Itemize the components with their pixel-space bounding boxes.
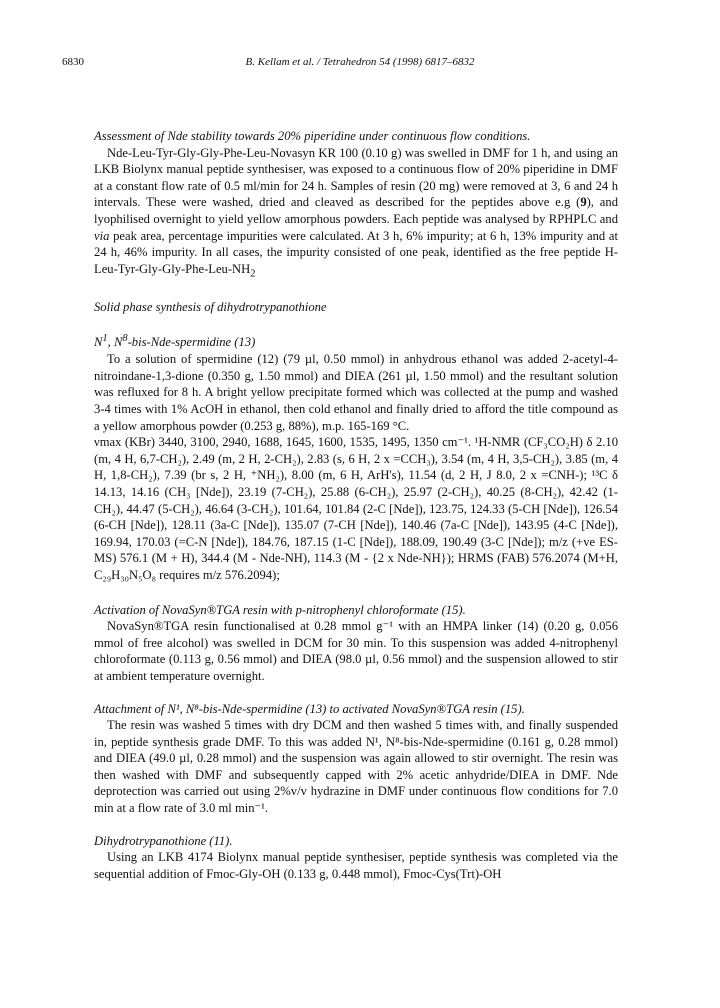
paragraph-spectral-data: νmax (KBr) 3440, 3100, 2940, 1688, 1645, 1600, 1535, 1495, 1350 cm⁻¹. ¹H-NMR (CF₃CO₂H) δ 2.10 (m, 4 H, 6,7-CH₂), 2.49 (m, 2 H, 2-CH₂), 2.83 (s, 6 H, 2 x =CCH₃), 3.54 (m, 4 H, 3,5-CH₂), 3.85 (m, 4 H, 1,8-CH₂), 7.39 (br s, 2 H, ⁺NH₂), 8.00 (m, 6 H, ArH's), 11.54 (d, 2 H, J 8.0, 2 x =CNH-); ¹³C δ 14.13, 14.16 (CH₃ [Nde]), 23.19 (7-CH₂), 25.88 (6-CH₂), 25.97 (2-CH₂), 40.25 (8-CH₂), 42.42 (1-CH₂), 44.47 (5-CH₂), 46.64 (3-CH₂), 101.64, 101.84 (2-C [Nde]), 123.75, 124.33 (5-CH [Nde]), 126.54 (6-CH [Nde]), 128.11 (3a-C [Nde]), 135.07 (7-CH [Nde]), 140.46 (7a-C [Nde]), 143.95 (4-C [Nde]), 169.94, 170.03 (=C-N [Nde]), 184.76, 187.15 (1-C [Nde]), 188.09, 190.49 (3-C [Nde]); m/z (+ve ES-MS) 576.1 (M + H), 344.4 (M - Nde-NH), 114.3 (M - {2 x Nde-NH}); HRMS (FAB) 576.2074 (M+H, C₂₉H₃₀N₅O₈ requires m/z 576.2094); [94, 435, 618, 582]
section-heading-dihydrotrypanothione: Dihydrotrypanothione (11). [94, 833, 233, 848]
text: -bis-Nde-spermidine (13) [127, 335, 256, 350]
text: N [94, 335, 103, 350]
text: Nde-Leu-Tyr-Gly-Gly-Phe-Leu-Novasyn KR 100 (0.10 g) was swelled in DMF for 1 h, and using an LKB Biolynx manual peptide synthesiser, was exposed to a continuous flow of 20% piperidine in DMF at a constant flow rate of 0.5 ml/min for 24 h. Samples of resin (20 mg) were removed at 3, 6 and 24 h intervals. These were washed, dried and cleaved as described for the peptides above e.g ( [94, 145, 618, 210]
paragraph-nde-stability [94, 145, 618, 283]
article-body [94, 128, 618, 882]
page-number: 6830 [62, 56, 84, 68]
ref-number: 9 [580, 195, 587, 210]
section-heading-activation: Activation of NovaSyn®TGA resin with p-nitrophenyl chloroformate (15). [94, 602, 466, 617]
section-heading-attachment: Attachment of N¹, N⁸-bis-Nde-spermidine (13) to activated NovaSyn®TGA resin (15). [94, 701, 525, 716]
section-heading-solid-phase: Solid phase synthesis of dihydrotrypanothione [94, 299, 327, 314]
section-heading-spermidine [94, 331, 618, 351]
text: peak area, percentage impurities were calculated. At 3 h, 6% impurity; at 6 h, 13% impurity and at 24 h, 46% impurity. In all cases, the impurity consisted of one peak, identified as the free peptide H-Leu-Tyr-Gly-Gly-Phe-Leu-NH [94, 228, 618, 276]
paragraph-attachment: The resin was washed 5 times with dry DCM and then washed 5 times with, and finally suspended in, peptide synthesis grade DMF. To this was added N¹, N⁸-bis-Nde-spermidine (0.161 g, 0.28 mmol) and DIEA (49.0 µl, 0.28 mmol) and the suspension was again allowed to stir overnight. The resin was then washed with DMF and subsequently capped with 2% acetic anhydride/DIEA in DMF. Nde deprotection was carried out using 2%v/v hydrazine in DMF under continuous flow conditions for 7.0 min at a flow rate of 3.0 ml min⁻¹. [94, 718, 618, 816]
subscript: 2 [250, 268, 256, 280]
paragraph-dihydrotrypanothione: Using an LKB 4174 Biolynx manual peptide synthesiser, peptide synthesis was completed via the sequential addition of Fmoc-Gly-OH (0.133 g, 0.448 mmol), Fmoc-Cys(Trt)-OH [94, 850, 618, 881]
superscript: 1 [102, 333, 108, 345]
paragraph-spermidine-synthesis: To a solution of spermidine (12) (79 µl, 0.50 mmol) in anhydrous ethanol was added 2-acetyl-4-nitroindane-1,3-dione (0.350 g, 1.50 mmol) and DIEA (261 µl, 1.50 mmol) and the resultant solution was refluxed for 8 h. A bright yellow precipitate formed which was collected at the pump and washed 3-4 times with 1% AcOH in ethanol, then cold ethanol and finally dried to afford the title compound as a yellow amorphous powder (0.253 g, 88%), m.p. 165-169 °C. [94, 352, 618, 433]
superscript: 8 [122, 333, 128, 345]
paragraph-activation: NovaSyn®TGA resin functionalised at 0.28 mmol g⁻¹ with an HMPA linker (14) (0.20 g, 0.056 mmol of free alcohol) was swelled in DCM for 30 min. To this suspension was added 4-nitrophenyl chloroformate (0.113 g, 0.56 mmol) and DIEA (98.0 µl, 0.56 mmol) and the suspension allowed to stir at ambient temperature overnight. [94, 619, 618, 683]
running-head: B. Kellam et al. / Tetrahedron 54 (1998) 6817–6832 [245, 56, 475, 68]
text: , N [107, 335, 123, 350]
page-header [62, 56, 658, 72]
text: ), and lyophilised overnight to yield yellow amorphous powders. Each peptide was analysed by RPHPLC and [94, 195, 618, 226]
text: via [94, 228, 110, 243]
section-heading-nde-stability: Assessment of Nde stability towards 20% piperidine under continuous flow conditions. [94, 129, 531, 143]
